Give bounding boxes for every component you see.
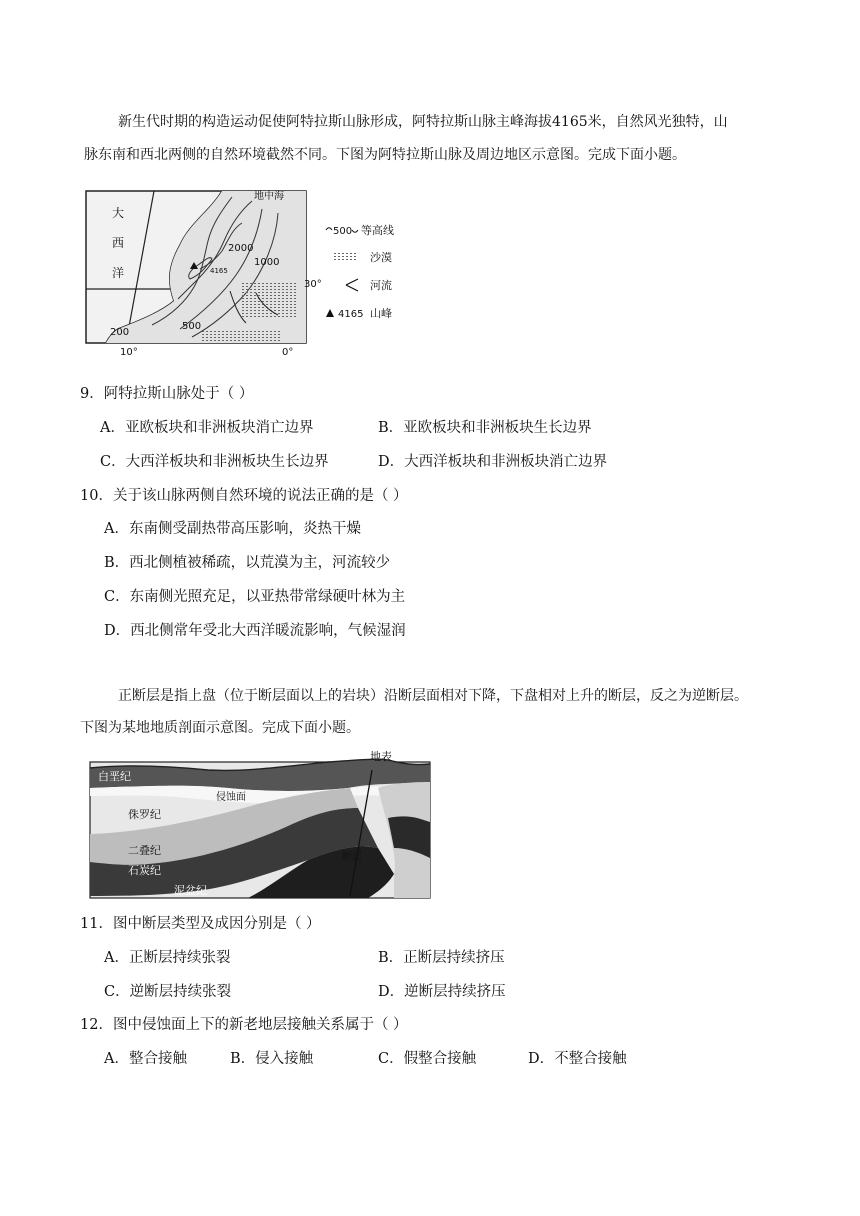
q9-option-a[interactable]: A．亚欧板块和非洲板块消亡边界	[100, 420, 314, 436]
legend-peak-label: 山峰	[370, 307, 392, 320]
passage2-line1: 正断层是指上盘（位于断层面以上的岩块）沿断层面相对下降，下盘相对上升的断层，反之为逆断层。	[118, 688, 748, 704]
peak-label: 4165	[210, 267, 228, 275]
erosion-surface-label: 侵蚀面	[216, 792, 246, 803]
q12-stem: 12．图中侵蚀面上下的新老地层接触关系属于（ ）	[80, 1017, 408, 1033]
contour-2000-label: 2000	[228, 243, 254, 254]
q11-option-b[interactable]: B．正断层持续挤压	[378, 950, 505, 966]
q9-option-d[interactable]: D．大西洋板块和非洲板块消亡边界	[378, 454, 608, 470]
ocean-label-2: 西	[112, 236, 125, 250]
legend-peak-value: 4165	[338, 309, 364, 320]
fault-label: 断层	[342, 852, 362, 863]
legend-desert-label: 沙漠	[370, 251, 392, 264]
sea-label: 地中海	[254, 191, 284, 202]
contour-200-label: 200	[110, 327, 130, 338]
contour-1000-label: 1000	[254, 257, 280, 268]
devonian-label: 泥盆纪	[174, 884, 207, 897]
ocean-label-1: 大	[112, 206, 125, 220]
atlas-map-figure	[82, 183, 412, 358]
q10-option-d[interactable]: D．西北侧常年受北大西洋暖流影响，气候湿润	[104, 623, 406, 639]
q10-option-c[interactable]: C．东南侧光照充足，以亚热带常绿硬叶林为主	[104, 589, 406, 605]
surface-label: 地表	[370, 750, 392, 763]
q11-option-a[interactable]: A．正断层持续张裂	[104, 950, 231, 966]
contour-legend-icon	[326, 228, 332, 230]
q12-option-a[interactable]: A．整合接触	[104, 1051, 187, 1067]
passage2-line2: 下图为某地地质剖面示意图。完成下面小题。	[80, 720, 360, 736]
q10-option-a[interactable]: A．东南侧受副热带高压影响，炎热干燥	[104, 521, 361, 537]
q11-option-d[interactable]: D．逆断层持续挤压	[378, 984, 506, 1000]
q12-option-c[interactable]: C．假整合接触	[378, 1051, 477, 1067]
q11-stem: 11．图中断层类型及成因分别是（ ）	[80, 916, 321, 932]
contour-500-label: 500	[182, 321, 202, 332]
cretaceous-label: 白垩纪	[98, 770, 131, 783]
ocean-label-3: 洋	[112, 266, 125, 280]
longitude-0-label: 0°	[282, 347, 294, 358]
latitude-label: 30°	[304, 279, 322, 290]
legend-contour-label: 等高线	[361, 224, 394, 237]
passage1-line2: 脉东南和西北两侧的自然环境截然不同。下图为阿特拉斯山脉及周边地区示意图。完成下面小题。	[84, 147, 686, 163]
q9-option-b[interactable]: B．亚欧板块和非洲板块生长边界	[378, 420, 592, 436]
permian-label: 二叠纪	[128, 844, 161, 857]
river-legend-icon	[346, 279, 358, 291]
q10-option-b[interactable]: B．西北侧植被稀疏，以荒漠为主，河流较少	[104, 555, 391, 571]
jurassic-label: 侏罗纪	[128, 808, 161, 821]
q12-option-d[interactable]: D．不整合接触	[528, 1051, 627, 1067]
passage1-line1: 新生代时期的构造运动促使阿特拉斯山脉形成，阿特拉斯山脉主峰海拔4165米，自然风光独特，山	[118, 114, 728, 130]
desert-legend-icon	[332, 253, 356, 261]
q9-option-c[interactable]: C．大西洋板块和非洲板块生长边界	[100, 454, 329, 470]
legend-river-label: 河流	[370, 279, 392, 292]
peak-legend-icon	[326, 309, 334, 317]
legend-contour-sample: 500	[333, 226, 353, 237]
geologic-section-figure	[88, 748, 432, 900]
carboniferous-label: 石炭纪	[128, 864, 161, 877]
q9-stem: 9．阿特拉斯山脉处于（ ）	[80, 386, 254, 402]
q10-stem: 10．关于该山脉两侧自然环境的说法正确的是（ ）	[80, 488, 408, 504]
longitude-10-label: 10°	[120, 347, 138, 358]
q11-option-c[interactable]: C．逆断层持续张裂	[104, 984, 232, 1000]
q12-option-b[interactable]: B．侵入接触	[230, 1051, 314, 1067]
